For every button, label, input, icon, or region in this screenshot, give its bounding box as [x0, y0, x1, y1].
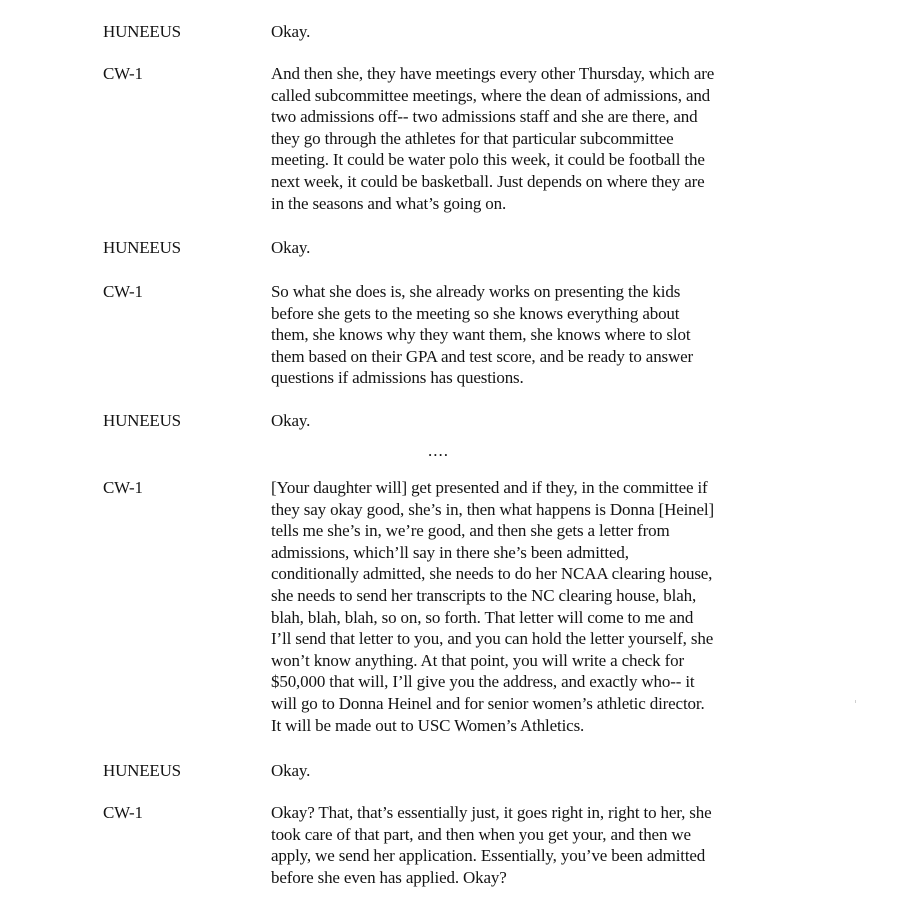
speaker-name: CW-1 — [103, 282, 143, 301]
speech-line: them based on their GPA and test score, and be ready to answer — [271, 346, 694, 366]
speech-text — [271, 760, 776, 782]
speech-line: Okay. — [271, 411, 311, 430]
speech-line: conditionally admitted, she needs to do her NCAA clearing house, — [271, 564, 713, 584]
speech-line: took care of that part, and then when you get your, and then we — [271, 824, 691, 844]
speech-text — [271, 477, 776, 736]
speech-line: before she gets to the meeting so she knows everything about — [271, 303, 680, 323]
speech-line: $50,000 that will, I’ll give you the address, and exactly who-- it — [271, 672, 695, 692]
speech-text — [271, 281, 776, 389]
speaker-name: HUNEEUS — [103, 22, 181, 41]
speech-line: they go through the athletes for that particular subcommittee — [271, 128, 674, 148]
speech-line: two admissions off-- two admissions staff and she are there, and — [271, 107, 698, 127]
speech-line: will go to Donna Heinel and for senior women’s athletic director. — [271, 693, 705, 713]
speaker-name: HUNEEUS — [103, 761, 181, 780]
speech-text — [271, 410, 776, 432]
speech-line: in the seasons and what’s going on. — [271, 193, 507, 213]
speech-line: And then she, they have meetings every other Thursday, which are — [271, 64, 715, 83]
omission-marker: .... — [428, 441, 449, 460]
speech-line: tells me she’s in, we’re good, and then she gets a letter from — [271, 521, 670, 541]
speech-line: [Your daughter will] get presented and if they, in the committee if — [271, 478, 708, 497]
speech-line: Okay. — [271, 238, 311, 257]
speech-line: Okay. — [271, 761, 311, 780]
speech-line: Okay. — [271, 22, 311, 41]
scan-speck — [855, 700, 856, 703]
speaker-name: HUNEEUS — [103, 238, 181, 257]
speech-text — [271, 802, 776, 888]
speech-line: next week, it could be basketball. Just depends on where they are — [271, 171, 705, 191]
speech-line: blah, blah, blah, so on, so forth. That letter will come to me and — [271, 607, 694, 627]
speech-line: So what she does is, she already works on presenting the kids — [271, 282, 681, 301]
speaker-name: CW-1 — [103, 803, 143, 822]
speech-line: them, she knows why they want them, she knows where to slot — [271, 325, 691, 345]
speech-line: admissions, which’ll say in there she’s been admitted, — [271, 542, 629, 562]
speech-line: I’ll send that letter to you, and you can hold the letter yourself, she — [271, 629, 714, 649]
speech-line: meeting. It could be water polo this week, it could be football the — [271, 150, 705, 170]
speech-line: Okay? That, that’s essentially just, it goes right in, right to her, she — [271, 803, 712, 822]
speaker-name: CW-1 — [103, 64, 143, 83]
speech-text — [271, 237, 776, 259]
speech-line: questions if admissions has questions. — [271, 368, 524, 388]
speaker-name: CW-1 — [103, 478, 143, 497]
speech-line: apply, we send her application. Essentially, you’ve been admitted — [271, 846, 706, 866]
speech-line: called subcommittee meetings, where the dean of admissions, and — [271, 85, 711, 105]
speech-line: won’t know anything. At that point, you will write a check for — [271, 650, 684, 670]
speech-text — [271, 21, 776, 43]
speech-text — [271, 63, 776, 214]
speech-line: she needs to send her transcripts to the NC clearing house, blah, — [271, 585, 697, 605]
speech-line: they say okay good, she’s in, then what happens is Donna [Heinel] — [271, 499, 715, 519]
speech-line: It will be made out to USC Women’s Athletics. — [271, 715, 585, 735]
speech-line: before she even has applied. Okay? — [271, 867, 507, 887]
speaker-name: HUNEEUS — [103, 411, 181, 430]
